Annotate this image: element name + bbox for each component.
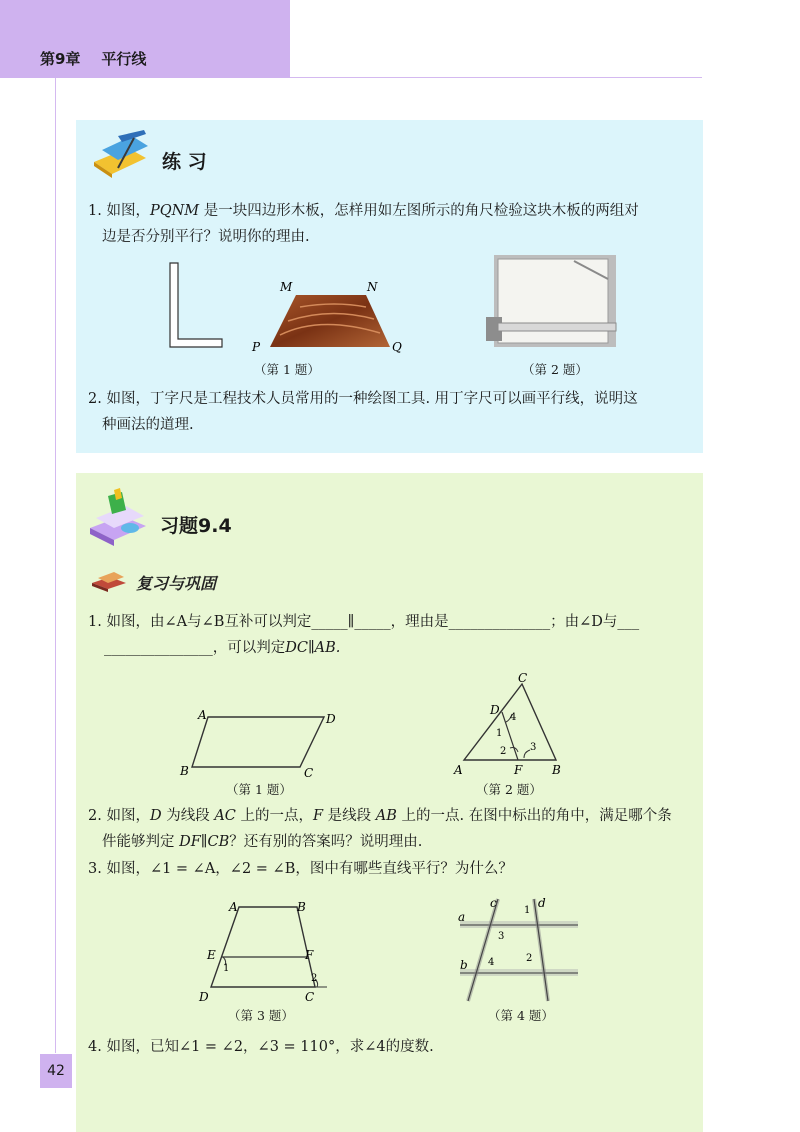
review-icon	[90, 569, 130, 593]
exercise-fig4-caption: （第 4 题）	[488, 1008, 554, 1023]
exercise-q2: 2. 如图，D 为线段 AC 上的一点，F 是线段 AB 上的一点. 在图中标出的角中，满足哪个条 件能够判定 DF∥CB？还有别的答案吗？说明理由.	[88, 808, 672, 850]
svg-text:2: 2	[311, 973, 318, 984]
practice-q2: 2. 如图，丁字尺是工程技术人员常用的一种绘图工具. 用丁字尺可以画平行线，说明这 种画法的道理.	[88, 391, 638, 433]
svg-text:C: C	[304, 766, 314, 780]
exercise-q4: 4. 如图，已知∠1 = ∠2，∠3 = 110°，求∠4的度数.	[88, 1039, 434, 1055]
exercise-fig3-caption: （第 3 题）	[228, 1008, 294, 1023]
svg-text:D: D	[199, 990, 209, 1004]
exercise-q1: 1. 如图，由∠A与∠B互补可以判定_____∥_____，理由是______________；由∠D与___ _______________，可以判定DC∥AB.	[88, 614, 640, 656]
svg-text:2: 2	[500, 746, 507, 757]
svg-text:1: 1	[496, 728, 503, 739]
svg-text:C: C	[305, 990, 315, 1004]
trapezoid-abcd	[211, 907, 318, 987]
parallelogram	[192, 717, 324, 767]
exercise-fig4	[456, 895, 582, 1005]
svg-text:d: d	[538, 896, 546, 910]
label-M: M	[280, 280, 293, 294]
exercise-books-icon	[86, 488, 150, 548]
exercise-fig3	[193, 895, 333, 1007]
header-divider	[290, 77, 702, 78]
svg-text:D: D	[326, 712, 336, 726]
svg-text:A: A	[198, 708, 207, 722]
svg-text:4: 4	[488, 957, 495, 968]
svg-text:A: A	[229, 900, 238, 914]
practice-fig2	[484, 253, 619, 349]
exercise-subtitle: 复习与巩固	[136, 574, 217, 593]
svg-text:3: 3	[530, 742, 537, 753]
svg-text:1: 1	[223, 963, 230, 974]
label-N: N	[367, 280, 378, 294]
book-pen-icon	[88, 128, 152, 180]
svg-text:E: E	[207, 948, 216, 962]
exercise-fig2	[450, 670, 575, 780]
chapter-number: 第9章	[40, 50, 81, 68]
exercise-fig1-caption: （第 1 题）	[226, 782, 292, 797]
line-d	[534, 899, 548, 1001]
label-P: P	[252, 340, 261, 354]
exercise-fig2-caption: （第 2 题）	[476, 782, 542, 797]
svg-text:A: A	[454, 763, 463, 777]
svg-text:F: F	[514, 763, 523, 777]
svg-text:B: B	[297, 900, 306, 914]
svg-text:a: a	[458, 910, 466, 924]
practice-fig1	[160, 255, 420, 355]
svg-text:B: B	[180, 764, 189, 778]
svg-text:C: C	[518, 671, 528, 685]
practice-fig2-caption: （第 2 题）	[522, 362, 588, 377]
line-c	[468, 899, 498, 1001]
label-Q: Q	[392, 340, 402, 354]
t-square-blade	[498, 323, 616, 331]
chapter-header	[40, 48, 146, 69]
exercise-fig1	[178, 705, 343, 783]
exercise-title: 习题9.4	[160, 515, 232, 537]
svg-text:c: c	[490, 896, 497, 910]
svg-text:3: 3	[498, 931, 505, 942]
svg-text:D: D	[490, 703, 500, 717]
practice-fig1-caption: （第 1 题）	[254, 362, 320, 377]
practice-q1: 1. 如图，PQNM 是一块四边形木板，怎样用如左图所示的角尺检验这块木板的两组对 边是否分别平行？说明你的理由.	[88, 203, 639, 245]
page-number: 42	[40, 1054, 72, 1088]
svg-text:F: F	[305, 948, 314, 962]
margin-line	[55, 78, 56, 1053]
chapter-title: 平行线	[101, 50, 147, 68]
practice-title: 练 习	[162, 151, 207, 173]
exercise-q3: 3. 如图，∠1 = ∠A，∠2 = ∠B，图中有哪些直线平行？为什么？	[88, 861, 513, 877]
svg-text:2: 2	[526, 953, 533, 964]
angle-ruler	[170, 263, 222, 347]
svg-text:b: b	[460, 958, 468, 972]
svg-text:4: 4	[510, 712, 517, 723]
svg-text:1: 1	[524, 905, 531, 916]
svg-text:B: B	[552, 763, 561, 777]
